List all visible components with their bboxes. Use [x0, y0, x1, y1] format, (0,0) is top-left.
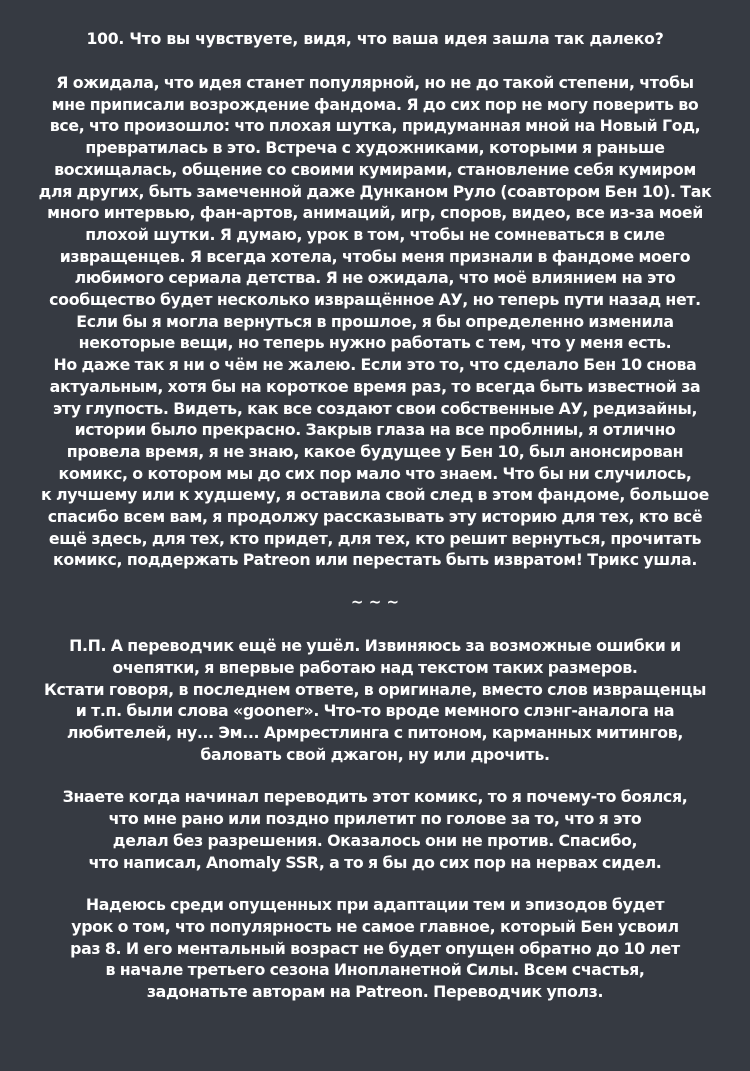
closing-line: раз 8. И его ментальный возраст не будет опущен обратно до 10 лет: [70, 938, 680, 958]
answer-line: к лучшему или к худшему, я оставила свой след в этом фандоме, большое: [40, 485, 710, 505]
closing-line: Надеюсь среди опущенных при адаптации тем и эпизодов будет: [85, 895, 665, 915]
translator-line: П.П. А переводчик ещё не ушёл. Извиняюсь за возможные ошибки и: [69, 636, 681, 656]
answer-paragraph: [8, 72, 742, 571]
section-divider: ~ ~ ~: [350, 593, 400, 612]
permission-note: [8, 786, 742, 873]
permission-line: что написал, Anomaly SSR, а то я бы до сих пор на нервах сидел.: [88, 852, 662, 872]
answer-line: эту глупость. Видеть, как все создают свои собственные АУ, редизайны,: [52, 398, 698, 418]
translator-line: очепятки, я впервые работаю над текстом таких размеров.: [112, 657, 638, 677]
answer-line: истории было прекрасно. Закрыв глаза на все проблниы, я отлично: [74, 420, 676, 440]
closing-line: урок о том, что популярность не самое главное, который Бен усвоил: [71, 916, 679, 936]
closing-line: в начале третьего сезона Инопланетной Силы. Всем счастья,: [105, 960, 645, 980]
answer-line: Я ожидала, что идея станет популярной, но не до такой степени, чтобы: [56, 73, 694, 92]
answer-line: превратилась в это. Встреча с художниками, которыми я раньше: [85, 138, 665, 158]
answer-line: плохой шутки. Я думаю, урок в том, чтобы не сомневаться в силе: [85, 224, 665, 244]
answer-line: для других, быть замеченной даже Дунканом Руло (соавтором Бен 10). Так: [38, 181, 712, 201]
answer-line: комикс, о котором мы до сих пор мало что знаем. Что бы ни случилось,: [58, 463, 692, 483]
closing-note: [8, 894, 742, 1003]
answer-line: Если бы я могла вернуться в прошлое, я бы определенно изменила: [76, 311, 674, 331]
closing-line: задонатьте авторам на Patreon. Переводчик уполз.: [146, 982, 604, 1002]
translator-line: и т.п. были слова «gooner». Что-то вроде мемного слэнг-аналога на: [75, 701, 675, 721]
answer-line: мне приписали возрождение фандома. Я до сих пор не могу поверить во: [51, 94, 699, 114]
answer-line: спасибо всем вам, я продолжу рассказывать эту историю для тех, кто всё: [47, 507, 703, 527]
answer-line: сообщество будет несколько извращённое АУ, но теперь пути назад нет.: [49, 290, 701, 310]
answer-line: восхищалась, общение со своими кумирами, становление себя кумиром: [54, 159, 696, 179]
translator-note: [8, 635, 742, 765]
answer-line: ещё здесь, для тех, кто придет, для тех, кто решит вернуться, прочитать: [48, 528, 702, 548]
permission-line: что мне рано или поздно прилетит по голове за то, что я это: [108, 809, 642, 829]
answer-line: Но даже так я ни о чём не жалею. Если это то, что сделало Бен 10 снова: [53, 355, 697, 375]
answer-line: актуальным, хотя бы на короткое время раз, то всегда быть известной за: [49, 376, 701, 396]
answer-line: провела время, я не знаю, какое будущее у Бен 10, был анонсирован: [66, 441, 684, 461]
answer-line: некоторые вещи, но теперь нужно работать с тем, что у меня есть.: [78, 333, 672, 353]
translator-line: Кстати говоря, в последнем ответе, в оригинале, вместо слов извращенцы: [44, 679, 706, 699]
question-title: 100. Что вы чувствуете, видя, что ваша идея зашла так далеко?: [86, 30, 664, 48]
permission-line: Знаете когда начинал переводить этот комикс, то я почему-то боялся,: [62, 787, 688, 807]
answer-line: извращенцев. Я всегда хотела, чтобы меня признали в фандоме моего: [59, 246, 691, 266]
answer-line: любимого сериала детства. Я не ожидала, что моё влиянием на это: [74, 268, 676, 288]
permission-line: делал без разрешения. Оказалось они не против. Спасибо,: [112, 830, 638, 850]
answer-line: много интервью, фан-артов, анимаций, игр, споров, видео, все из-за моей: [47, 203, 703, 223]
answer-line: все, что произошло: что плохая шутка, придуманная мной на Новый Год,: [49, 116, 701, 136]
translator-line: любителей, ну... Эм... Армрестлинга с питоном, карманных митингов,: [66, 722, 684, 742]
translator-line: баловать свой джагон, ну или дрочить.: [200, 744, 550, 764]
answer-line: комикс, поддержать Patreon или перестать быть извратом! Трикс ушла.: [52, 550, 697, 570]
